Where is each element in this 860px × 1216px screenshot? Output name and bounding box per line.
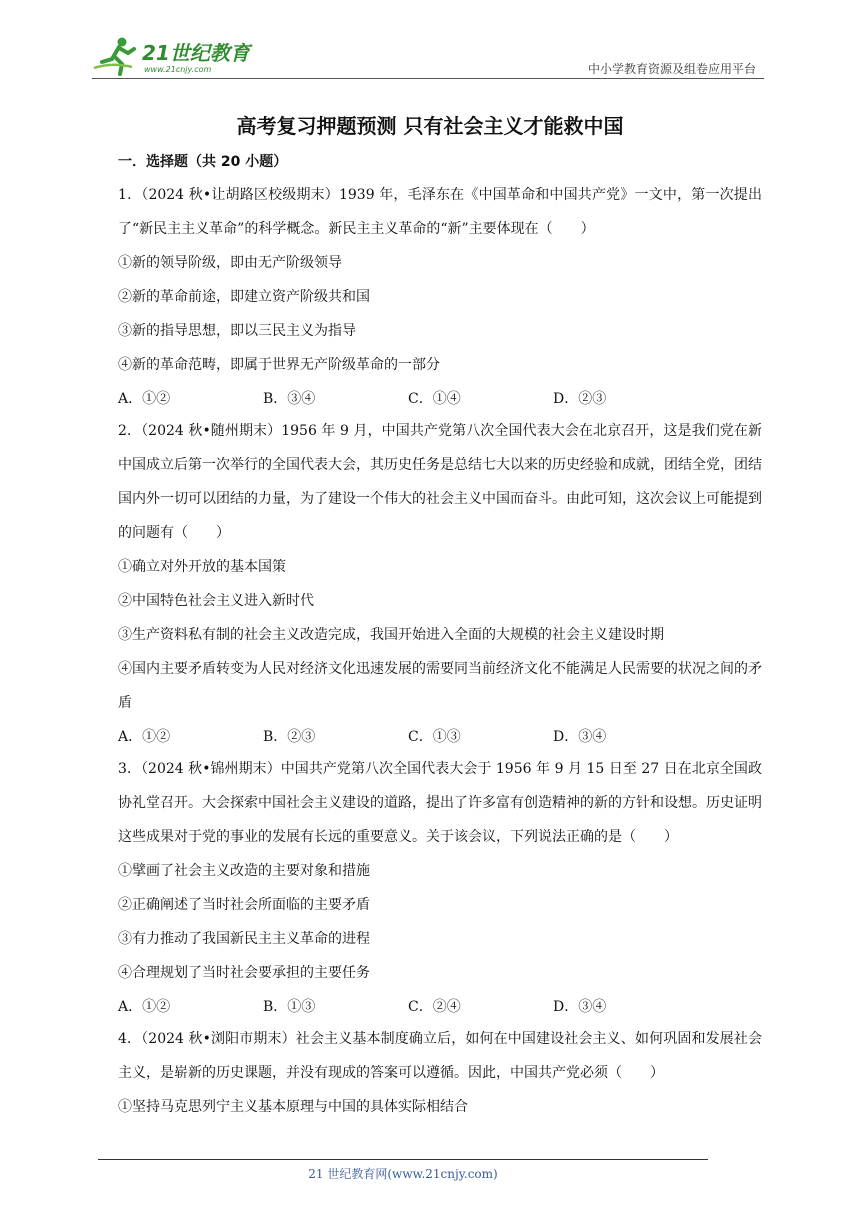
choice-b[interactable]: B．③④ [263, 391, 316, 407]
question-stem: 2．（2024 秋•随州期末）1956 年 9 月，中国共产党第八次全国代表大会在北京召开，这是我们党在新中国成立后第一次举行的全国代表大会，其历史任务是总结七大以来的历史经验和成就，团结全党，团结国内外一切可以团结的力量，为了建设一个伟大的社会主义中国而奋斗。由此可知，这次会议上可能提到的问题有（ ） [118, 423, 762, 541]
option-1: ①擘画了社会主义改造的主要对象和措施 [118, 863, 370, 879]
question-2 [118, 414, 762, 754]
option-4: ④新的革命范畴，即属于世界无产阶级革命的一部分 [118, 357, 440, 373]
choice-c[interactable]: C．②④ [408, 999, 461, 1015]
option-1: ①新的领导阶级，即由无产阶级领导 [118, 255, 342, 271]
question-4 [118, 1022, 762, 1124]
option-2: ②新的革命前途，即建立资产阶级共和国 [118, 289, 370, 305]
runner-icon [94, 38, 134, 75]
page-header [92, 34, 764, 78]
svg-text:21世纪教育: 21世纪教育 [142, 41, 250, 65]
site-logo [92, 34, 262, 78]
option-4: ④合理规划了当时社会要承担的主要任务 [118, 965, 370, 981]
page-title: 高考复习押题预测 只有社会主义才能救中国 [236, 114, 624, 138]
choice-c[interactable]: C．①③ [408, 729, 461, 745]
choice-a[interactable]: A．①② [118, 999, 171, 1015]
choice-b[interactable]: B．②③ [263, 729, 316, 745]
question-stem: 1．（2024 秋•让胡路区校级期末）1939 年，毛泽东在《中国革命和中国共产党》一文中，第一次提出了“新民主主义革命”的科学概念。新民主主义革命的“新”主要体现在（ ） [118, 187, 762, 237]
footer-divider [98, 1159, 708, 1160]
option-3: ③生产资料私有制的社会主义改造完成，我国开始进入全面的大规模的社会主义建设时期 [118, 627, 664, 643]
svg-text:www.21cnjy.com: www.21cnjy.com [144, 65, 212, 74]
section-heading: 一．选择题（共 20 小题） [118, 154, 288, 170]
option-1: ①确立对外开放的基本国策 [118, 559, 286, 575]
question-stem: 3．（2024 秋•锦州期末）中国共产党第八次全国代表大会于 1956 年 9 月 15 日至 27 日在北京全国政协礼堂召开。大会探索中国社会主义建设的道路，提出了许多富有创造精神的新的方针和设想。历史证明这些成果对于党的事业的发展有长远的重要意义。关于该会议，下列说法正确的是（ ） [118, 761, 762, 845]
question-stem: 4．（2024 秋•浏阳市期末）社会主义基本制度确立后，如何在中国建设社会主义、如何巩固和发展社会主义，是崭新的历史课题，并没有现成的答案可以遵循。因此，中国共产党必须（ ） [118, 1031, 762, 1081]
option-1: ①坚持马克思列宁主义基本原理与中国的具体实际相结合 [118, 1099, 468, 1115]
question-1 [118, 178, 762, 416]
choice-d[interactable]: D．②③ [553, 391, 607, 407]
platform-name: 中小学教育资源及组卷应用平台 [587, 62, 756, 76]
option-3: ③有力推动了我国新民主主义革命的进程 [118, 931, 370, 947]
choice-d[interactable]: D．③④ [553, 999, 607, 1015]
footer-link[interactable]: 21 世纪教育网(www.21cnjy.com) [308, 1167, 498, 1181]
answer-choices [118, 720, 762, 754]
option-2: ②正确阐述了当时社会所面临的主要矛盾 [118, 897, 370, 913]
header-divider [92, 78, 764, 79]
answer-choices [118, 382, 762, 416]
choice-b[interactable]: B．①③ [263, 999, 316, 1015]
choice-c[interactable]: C．①④ [408, 391, 461, 407]
choice-a[interactable]: A．①② [118, 729, 171, 745]
option-2: ②中国特色社会主义进入新时代 [118, 593, 314, 609]
answer-choices [118, 990, 762, 1024]
option-4: ④国内主要矛盾转变为人民对经济文化迅速发展的需要同当前经济文化不能满足人民需要的状况之间的矛盾 [118, 661, 762, 711]
option-3: ③新的指导思想，即以三民主义为指导 [118, 323, 356, 339]
choice-a[interactable]: A．①② [118, 391, 171, 407]
question-3 [118, 752, 762, 1024]
choice-d[interactable]: D．③④ [553, 729, 607, 745]
